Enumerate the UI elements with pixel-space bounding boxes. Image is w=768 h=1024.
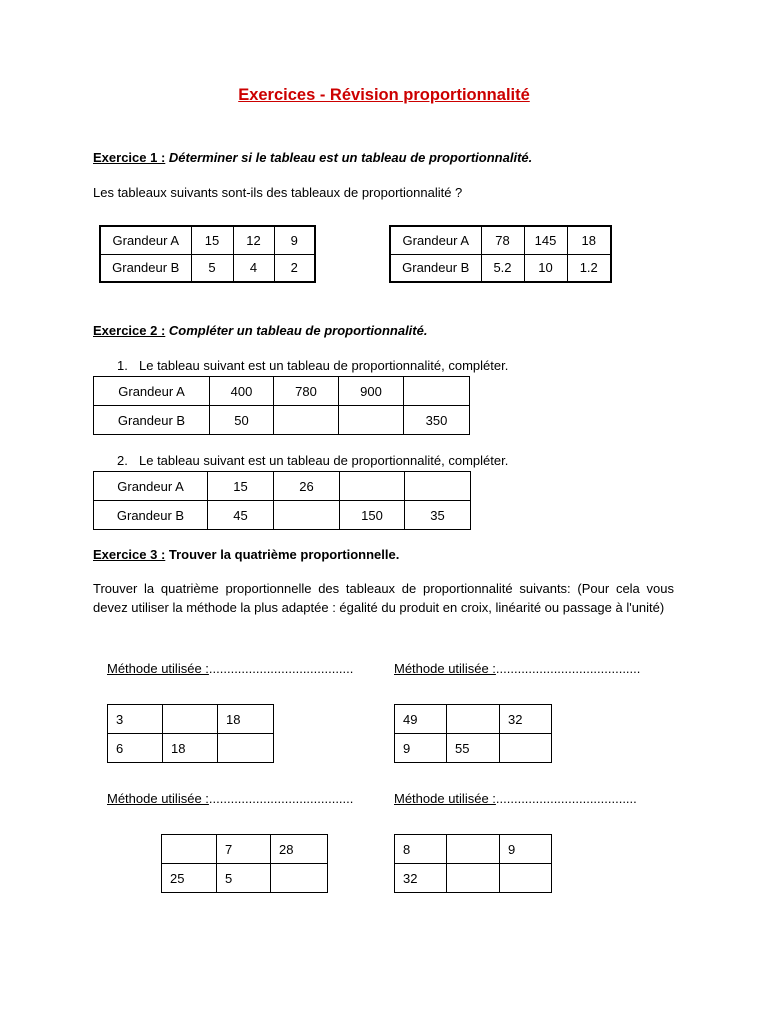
table-cell bbox=[447, 705, 500, 734]
exercise-2-item-1-number: 1. bbox=[117, 358, 128, 373]
method-dots: ........................................ bbox=[208, 791, 354, 806]
table-row bbox=[162, 835, 328, 864]
exercise-2-description: Compléter un tableau de proportionnalité. bbox=[165, 323, 428, 338]
table-cell: 1.2 bbox=[567, 254, 611, 282]
table-cell: 6 bbox=[108, 734, 163, 763]
exercise-2-item-2-number: 2. bbox=[117, 453, 128, 468]
table-cell bbox=[218, 734, 274, 763]
table-cell: 32 bbox=[395, 864, 447, 893]
table-cell: 780 bbox=[274, 377, 339, 406]
table-row bbox=[395, 705, 552, 734]
table-cell: 78 bbox=[481, 226, 524, 254]
table-row bbox=[108, 734, 274, 763]
exercise-2-table-2 bbox=[93, 471, 471, 530]
table-cell: 55 bbox=[447, 734, 500, 763]
method-label: Méthode utilisée : bbox=[107, 791, 209, 806]
method-dots: ....................................... bbox=[495, 791, 637, 806]
table-cell: Grandeur A bbox=[390, 226, 481, 254]
method-line-1 bbox=[107, 661, 353, 676]
table-cell: 5 bbox=[191, 254, 233, 282]
exercise-3-heading bbox=[93, 547, 399, 562]
exercise-3-table-4 bbox=[394, 834, 552, 893]
table-cell bbox=[274, 406, 339, 435]
table-cell bbox=[163, 705, 218, 734]
exercise-1-table-right bbox=[389, 225, 612, 283]
table-cell: Grandeur B bbox=[390, 254, 481, 282]
exercise-2-heading bbox=[93, 323, 427, 338]
table-cell: 18 bbox=[163, 734, 218, 763]
table-cell bbox=[404, 377, 470, 406]
table-cell: Grandeur A bbox=[94, 377, 210, 406]
table-row bbox=[390, 254, 611, 282]
table-cell: 150 bbox=[340, 501, 405, 530]
page-title: Exercices - Révision proportionnalité bbox=[238, 86, 530, 104]
method-line-2 bbox=[394, 661, 640, 676]
table-cell: 9 bbox=[274, 226, 315, 254]
table-cell: 26 bbox=[274, 472, 340, 501]
table-cell: 15 bbox=[208, 472, 274, 501]
table-cell: Grandeur A bbox=[94, 472, 208, 501]
table-cell: Grandeur B bbox=[100, 254, 191, 282]
exercise-1-label: Exercice 1 : bbox=[93, 150, 166, 165]
exercise-2-item-2-text: Le tableau suivant est un tableau de proportionnalité, compléter. bbox=[139, 453, 509, 468]
exercise-2-label: Exercice 2 : bbox=[93, 323, 166, 338]
table-cell: 49 bbox=[395, 705, 447, 734]
method-line-3 bbox=[107, 791, 353, 806]
table-row bbox=[94, 377, 470, 406]
table-cell bbox=[500, 864, 552, 893]
table-row bbox=[395, 864, 552, 893]
table-cell bbox=[162, 835, 217, 864]
table-cell: 2 bbox=[274, 254, 315, 282]
exercise-1-heading bbox=[93, 150, 532, 165]
exercise-3-label: Exercice 3 : bbox=[93, 547, 166, 562]
table-cell: 12 bbox=[233, 226, 274, 254]
table-cell: 400 bbox=[210, 377, 274, 406]
table-cell: 3 bbox=[108, 705, 163, 734]
table-cell: Grandeur B bbox=[94, 406, 210, 435]
table-cell: 28 bbox=[271, 835, 328, 864]
table-cell: Grandeur A bbox=[100, 226, 191, 254]
table-cell: 35 bbox=[405, 501, 471, 530]
table-row bbox=[395, 835, 552, 864]
table-row bbox=[108, 705, 274, 734]
table-cell: 18 bbox=[567, 226, 611, 254]
table-cell: 9 bbox=[395, 734, 447, 763]
table-cell: 5 bbox=[217, 864, 271, 893]
method-label: Méthode utilisée : bbox=[394, 661, 496, 676]
exercise-2-item-1-text: Le tableau suivant est un tableau de proportionnalité, compléter. bbox=[139, 358, 509, 373]
table-cell: 32 bbox=[500, 705, 552, 734]
table-cell bbox=[271, 864, 328, 893]
exercise-1-table-left bbox=[99, 225, 316, 283]
table-row bbox=[100, 226, 315, 254]
table-cell: 8 bbox=[395, 835, 447, 864]
table-cell bbox=[340, 472, 405, 501]
table-row bbox=[100, 254, 315, 282]
exercise-3-table-1 bbox=[107, 704, 274, 763]
table-cell bbox=[447, 835, 500, 864]
table-cell: 350 bbox=[404, 406, 470, 435]
method-line-4 bbox=[394, 791, 637, 806]
table-row bbox=[94, 472, 471, 501]
table-cell: 145 bbox=[524, 226, 567, 254]
table-cell: Grandeur B bbox=[94, 501, 208, 530]
table-row bbox=[395, 734, 552, 763]
table-cell: 50 bbox=[210, 406, 274, 435]
table-cell: 25 bbox=[162, 864, 217, 893]
table-cell bbox=[500, 734, 552, 763]
exercise-3-description: Trouver la quatrième proportionnelle. bbox=[165, 547, 400, 562]
table-cell: 9 bbox=[500, 835, 552, 864]
method-label: Méthode utilisée : bbox=[394, 791, 496, 806]
table-cell: 15 bbox=[191, 226, 233, 254]
table-cell: 10 bbox=[524, 254, 567, 282]
table-cell bbox=[339, 406, 404, 435]
exercise-3-table-2 bbox=[394, 704, 552, 763]
table-row bbox=[162, 864, 328, 893]
exercise-3-table-3 bbox=[161, 834, 328, 893]
table-row bbox=[94, 406, 470, 435]
method-dots: ........................................ bbox=[208, 661, 354, 676]
exercise-1-question: Les tableaux suivants sont-ils des tableaux de proportionnalité ? bbox=[93, 185, 463, 200]
table-cell: 4 bbox=[233, 254, 274, 282]
table-cell bbox=[447, 864, 500, 893]
table-row bbox=[94, 501, 471, 530]
table-cell bbox=[274, 501, 340, 530]
method-dots: ........................................ bbox=[495, 661, 641, 676]
table-cell: 7 bbox=[217, 835, 271, 864]
exercise-2-table-1 bbox=[93, 376, 470, 435]
table-cell bbox=[405, 472, 471, 501]
table-row bbox=[390, 226, 611, 254]
table-cell: 900 bbox=[339, 377, 404, 406]
table-cell: 5.2 bbox=[481, 254, 524, 282]
exercise-3-paragraph: Trouver la quatrième proportionnelle des tableaux de proportionnalité suivants: (Pour cela vous devez utiliser la méthode la plus adaptée : égalité du produit en croix, linéarité ou passage à l'unité) bbox=[93, 581, 674, 615]
table-cell: 18 bbox=[218, 705, 274, 734]
table-cell: 45 bbox=[208, 501, 274, 530]
method-label: Méthode utilisée : bbox=[107, 661, 209, 676]
exercise-1-description: Déterminer si le tableau est un tableau de proportionnalité. bbox=[165, 150, 533, 165]
